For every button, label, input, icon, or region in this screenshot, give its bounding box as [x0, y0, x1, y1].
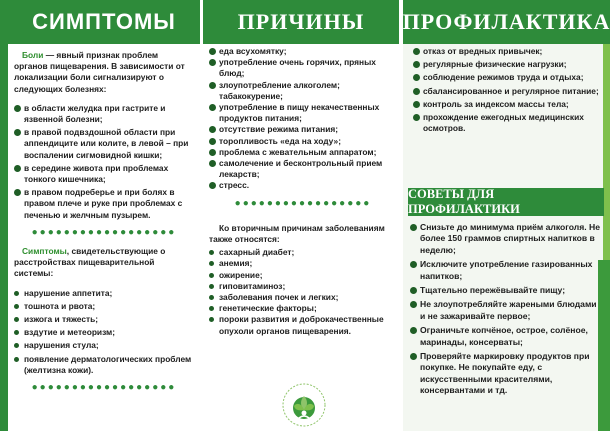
pain-list — [14, 103, 194, 221]
symptoms-highlight: Симптомы — [22, 246, 67, 257]
causes-column — [205, 46, 401, 337]
header-prevention: ПРОФИЛАКТИКА — [403, 0, 610, 44]
list-item: ожирение; — [209, 270, 397, 281]
advice-section — [410, 222, 602, 400]
list-item: Тщательно пережёвывайте пищу; — [410, 285, 602, 296]
causes-list — [209, 46, 397, 192]
list-item: злоупотребление алкоголем; табакокурение; — [209, 80, 397, 102]
advice-header: СОВЕТЫ ДЛЯ ПРОФИЛАКТИКИ — [408, 188, 604, 216]
list-item: изжога и тяжесть; — [14, 314, 194, 325]
list-item: нарушение аппетита; — [14, 288, 194, 299]
symptoms-intro — [14, 50, 194, 95]
list-item: Проверяйте маркировку продуктов при покупке. Не покупайте еду, с искусственными красителями, консервантами и тд. — [410, 351, 602, 397]
list-item: проблема с жевательным аппаратом; — [209, 147, 397, 158]
secondary-causes-list — [209, 247, 397, 337]
symptoms-list — [14, 288, 194, 376]
list-item: Снизьте до минимума приём алкоголя. Не более 150 граммов спиртных напитков в неделю; — [410, 222, 602, 256]
list-item: торопливость «еда на ходу»; — [209, 136, 397, 147]
list-item: Исключите употребление газированных напитков; — [410, 259, 602, 282]
prevention-list — [413, 46, 604, 134]
list-item: самолечение и бесконтрольный прием лекарств; — [209, 158, 397, 180]
list-item: вздутие и метеоризм; — [14, 327, 194, 338]
list-item: прохождение ежегодных медицинских осмотров. — [413, 112, 604, 134]
list-item: сбалансированное и регулярное питание; — [413, 86, 604, 97]
dotted-divider: ●●●●●●●●●●●●●●●●● — [234, 197, 372, 209]
header-symptoms: СИМПТОМЫ — [8, 0, 200, 44]
secondary-causes — [209, 223, 397, 337]
list-item: в правой подвздошной области при аппендиците или колите, в левой – при воспалении сигмовидной кишки; — [14, 127, 194, 161]
list-item: появление дерматологических проблем (желтизна кожи). — [14, 354, 194, 376]
list-item: употребление очень горячих, пряных блюд; — [209, 57, 397, 79]
header-causes: ПРИЧИНЫ — [203, 0, 399, 44]
list-item: нарушения стула; — [14, 340, 194, 351]
organization-logo — [278, 382, 330, 428]
symptoms-column — [10, 46, 200, 401]
list-item: в области желудка при гастрите и язвенной болезни; — [14, 103, 194, 125]
left-stripe — [0, 0, 8, 431]
list-item: отказ от вредных привычек; — [413, 46, 604, 57]
list-item: стресс. — [209, 180, 397, 191]
list-item: сахарный диабет; — [209, 247, 397, 258]
list-item: контроль за индексом массы тела; — [413, 99, 604, 110]
list-item: тошнота и рвота; — [14, 301, 194, 312]
list-item: отсутствие режима питания; — [209, 124, 397, 135]
list-item: употребление в пищу некачественных продуктов питания; — [209, 102, 397, 124]
list-item: гиповитаминоз; — [209, 281, 397, 292]
secondary-causes-intro: Ко вторичным причинам заболеваниям также относятся: — [209, 222, 385, 245]
list-item: генетические факторы; — [209, 303, 397, 314]
list-item: пороки развития и доброкачественные опухоли органов пищеварения. — [209, 314, 397, 336]
pain-highlight: Боли — [22, 50, 44, 60]
dotted-divider: ●●●●●●●●●●●●●●●●●● — [31, 382, 177, 394]
list-item: в правом подреберье и при болях в правом плече и руке при проблемах с печенью и желчным пузырем. — [14, 187, 194, 221]
list-item: регулярные физические нагрузки; — [413, 59, 604, 70]
list-item: соблюдение режимов труда и отдыха; — [413, 72, 604, 83]
symptoms-sec2-text: , свидетельствующие о расстройствах пищеварительной системы: — [14, 246, 166, 279]
dotted-divider: ●●●●●●●●●●●●●●●●●● — [31, 226, 177, 238]
list-item: Не злоупотребляйте жареными блюдами и не зажаривайте первое; — [410, 299, 602, 322]
advice-list — [410, 222, 602, 397]
list-item: заболевания почек и легких; — [209, 292, 397, 303]
symptoms-sec2-intro — [14, 246, 194, 280]
list-item: Ограничьте копчёное, острое, солёное, маринады, консерваты; — [410, 325, 602, 348]
list-item: анемия; — [209, 258, 397, 269]
pain-intro-text: — явный признак проблем органов пищеварения. В зависимости от локализации боли сигнализируют о следующих болезнях: — [14, 50, 185, 94]
list-item: в середине живота при проблемах тонкого кишечника; — [14, 163, 194, 185]
prevention-column — [405, 46, 608, 136]
list-item: еда всухомятку; — [209, 46, 397, 57]
